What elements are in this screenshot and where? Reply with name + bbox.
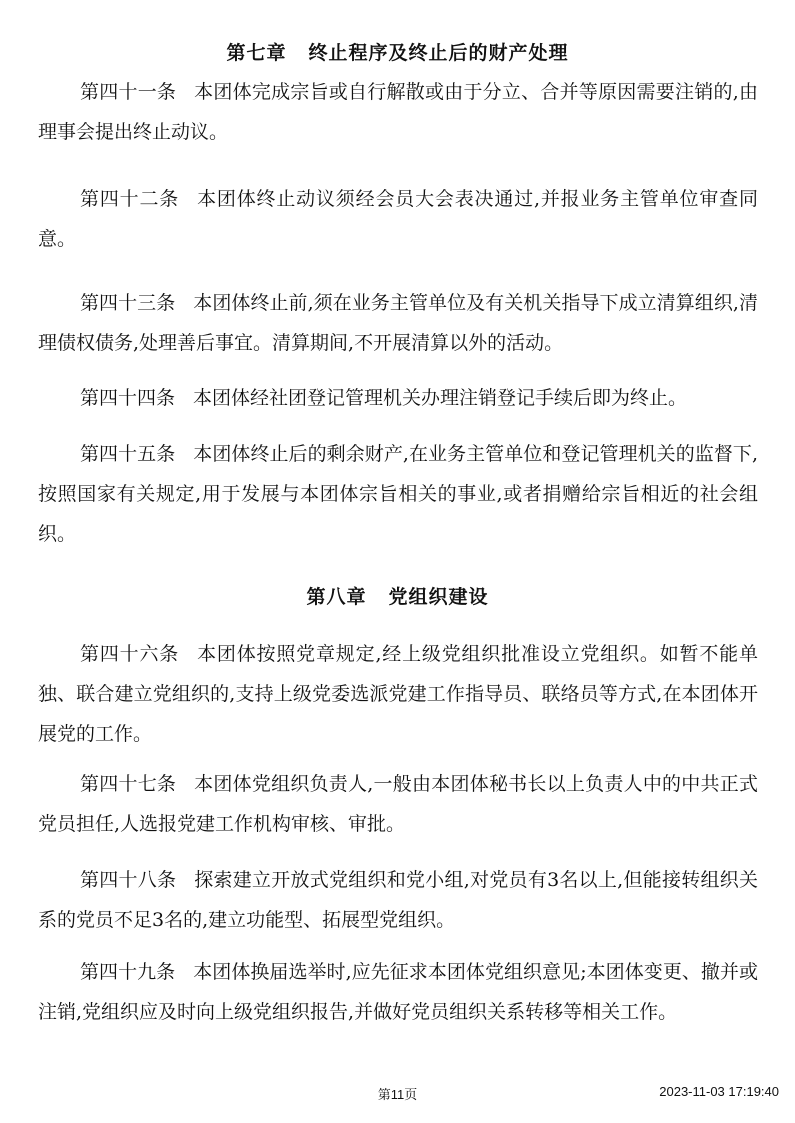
article-paragraph: [38, 764, 758, 844]
article-paragraph: [38, 952, 758, 1032]
article-text: 本团体党组织负责人,一般由本团体秘书长以上负责人中的中共正式党员担任,人选报党建工作机构审核、审批。: [38, 773, 758, 835]
article-paragraph: [38, 378, 758, 418]
article-paragraph: [38, 283, 758, 363]
article-number: 第四十四条: [80, 387, 176, 409]
article-number: 第四十三条: [80, 292, 176, 314]
article-text: 本团体终止前,须在业务主管单位及有关机关指导下成立清算组织,清理债权债务,处理善后事宜。清算期间,不开展清算以外的活动。: [38, 292, 758, 354]
article-paragraph: [38, 179, 758, 259]
article-number: 第四十二条: [80, 188, 180, 210]
article-number: 第四十六条: [80, 643, 180, 665]
article-text: 本团体换届选举时,应先征求本团体党组织意见;本团体变更、撤并或注销,党组织应及时向上级党组织报告,并做好党员组织关系转移等相关工作。: [38, 961, 758, 1023]
chapter-number: 第八章: [306, 586, 367, 608]
page-number: 第11页: [377, 1087, 418, 1102]
article-number: 第四十九条: [80, 961, 176, 983]
article-text: 本团体完成宗旨或自行解散或由于分立、合并等原因需要注销的,由理事会提出终止动议。: [38, 81, 758, 143]
article-paragraph: [38, 434, 758, 554]
article-text: 探索建立开放式党组织和党小组,对党员有3名以上,但能接转组织关系的党员不足3名的,建立功能型、拓展型党组织。: [38, 869, 758, 931]
chapter-heading: [0, 38, 795, 65]
article-number: 第四十八条: [80, 869, 177, 891]
article-paragraph: [38, 634, 758, 754]
article-text: 本团体终止动议须经会员大会表决通过,并报业务主管单位审查同意。: [38, 188, 758, 250]
article-text: 本团体终止后的剩余财产,在业务主管单位和登记管理机关的监督下,按照国家有关规定,用于发展与本团体宗旨相关的事业,或者捐赠给宗旨相近的社会组织。: [38, 443, 758, 545]
chapter-title: 党组织建设: [388, 586, 489, 608]
chapter-heading: [0, 582, 795, 609]
timestamp: 2023-11-03 17:19:40: [659, 1084, 779, 1099]
article-text: 本团体按照党章规定,经上级党组织批准设立党组织。如暂不能单独、联合建立党组织的,支持上级党委选派党建工作指导员、联络员等方式,在本团体开展党的工作。: [38, 643, 758, 745]
article-number: 第四十一条: [80, 81, 177, 103]
article-paragraph: [38, 860, 758, 940]
article-paragraph: [38, 72, 758, 152]
chapter-title: 终止程序及终止后的财产处理: [308, 42, 569, 64]
chapter-number: 第七章: [226, 42, 287, 64]
article-text: 本团体经社团登记管理机关办理注销登记手续后即为终止。: [193, 387, 688, 409]
article-number: 第四十七条: [80, 773, 177, 795]
article-number: 第四十五条: [80, 443, 176, 465]
